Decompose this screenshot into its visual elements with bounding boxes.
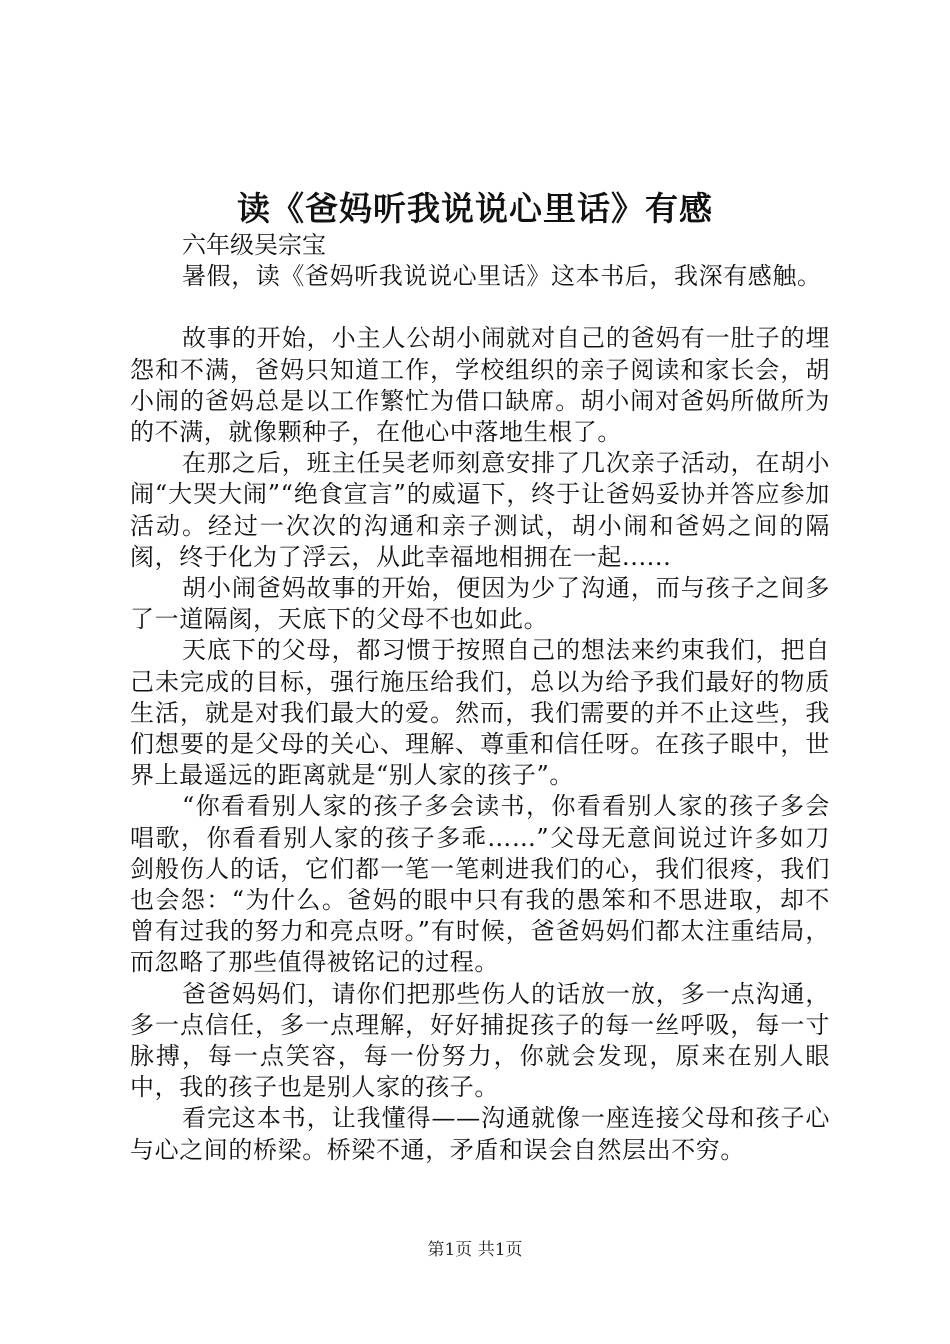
paragraph-1: 故事的开始，小主人公胡小闹就对自己的爸妈有一肚子的埋怨和不满，爸妈只知道工作，学校组织的亲子阅读和家长会，胡小闹的爸妈总是以工作繁忙为借口缺席。胡小闹对爸妈所做所为的不满，就像颗种子，在他心中落地生根了。: [130, 324, 830, 447]
document-body: [130, 230, 830, 1166]
paragraph-6: 爸爸妈妈们，请你们把那些伤人的话放一放，多一点沟通，多一点信任，多一点理解，好好捕捉孩子的每一丝呼吸，每一寸脉搏，每一点笑容，每一份努力，你就会发现，原来在别人眼中，我的孩子也是别人家的孩子。: [130, 979, 830, 1102]
page-footer: 第1页 共1页: [427, 1240, 523, 1260]
paragraph-2: 在那之后，班主任吴老师刻意安排了几次亲子活动，在胡小闹“大哭大闹”“绝食宣言”的威逼下，终于让爸妈妥协并答应参加活动。经过一次次的沟通和亲子测试，胡小闹和爸妈之间的隔阂，终于化为了浮云，从此幸福地相拥在一起......: [130, 449, 830, 571]
paragraph-7: 看完这本书，让我懂得——沟通就像一座连接父母和孩子心与心之间的桥梁。桥梁不通，矛盾和误会自然层出不穷。: [130, 1104, 830, 1164]
intro-paragraph: 暑假，读《爸妈听我说说心里话》这本书后，我深有感触。: [182, 262, 822, 291]
paragraph-5: “你看看别人家的孩子多会读书，你看看别人家的孩子多会唱歌，你看看别人家的孩子多乖……”父母无意间说过许多如刀剑般伤人的话，它们都一笔一笔刺进我们的心，我们很疼，我们也会怨：“为什么。爸妈的眼中只有我的愚笨和不思进取，却不曾有过我的努力和亮点呀。”有时候，爸爸妈妈们都太注重结局，而忽略了那些值得被铭记的过程。: [130, 792, 830, 977]
blank-line: [130, 292, 830, 323]
document-title: 读《爸妈听我说说心里话》有感: [237, 189, 713, 228]
paragraph-4: 天底下的父母，都习惯于按照自己的想法来约束我们，把自己未完成的目标，强行施压给我们，总以为给予我们最好的物质生活，就是对我们最大的爱。然而，我们需要的并不止这些，我们想要的是父母的关心、理解、尊重和信任呀。在孩子眼中，世界上最遥远的距离就是“别人家的孩子”。: [130, 636, 830, 790]
author-line: 六年级吴宗宝: [182, 231, 326, 259]
paragraph-3: 胡小闹爸妈故事的开始，便因为少了沟通，而与孩子之间多了一道隔阂，天底下的父母不也如此。: [130, 574, 830, 634]
